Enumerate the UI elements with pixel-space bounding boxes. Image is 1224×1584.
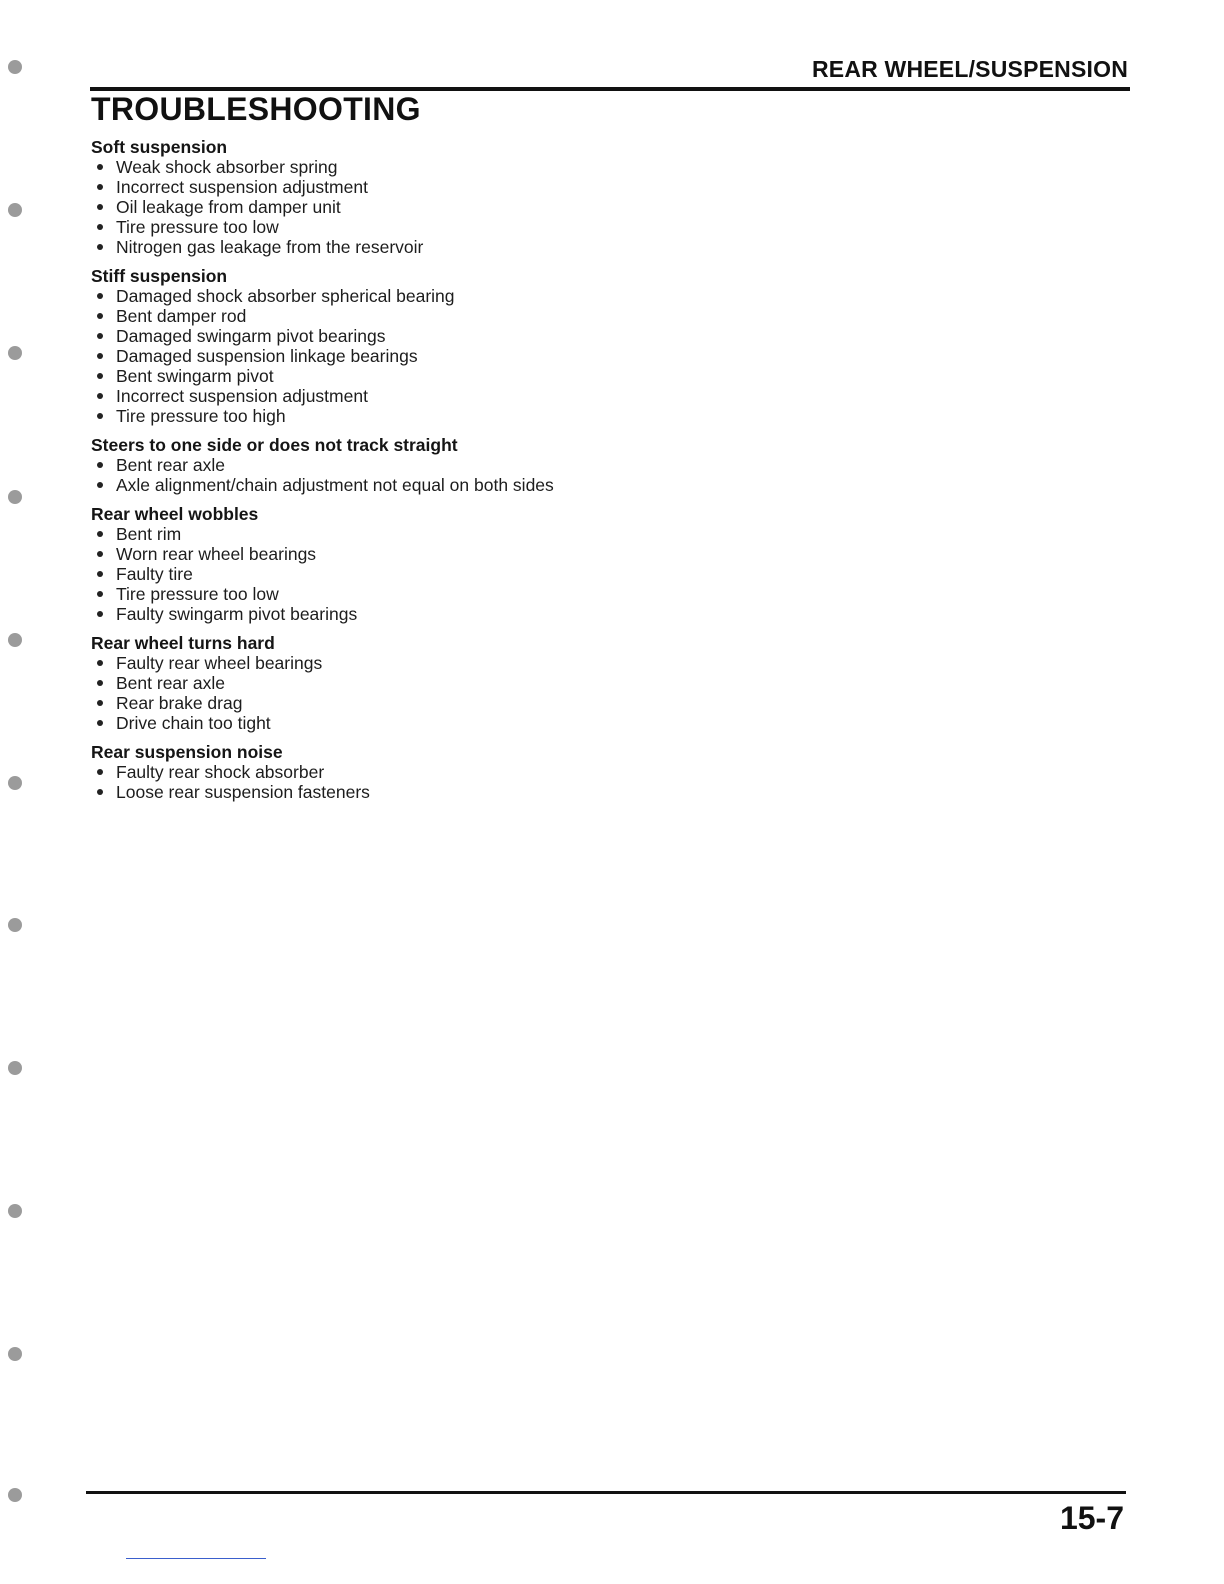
cause-item	[91, 157, 991, 177]
cause-text: Damaged suspension linkage bearings	[116, 346, 418, 366]
bullet-icon	[97, 720, 103, 726]
symptom-group	[91, 504, 991, 624]
punch-hole	[8, 60, 22, 74]
bullet-icon	[97, 353, 103, 359]
punch-hole	[8, 633, 22, 647]
troubleshooting-content	[91, 137, 991, 811]
bullet-icon	[97, 204, 103, 210]
bullet-icon	[97, 413, 103, 419]
cause-item	[91, 177, 991, 197]
bullet-icon	[97, 224, 103, 230]
punch-hole	[8, 1488, 22, 1502]
cause-item	[91, 455, 991, 475]
cause-text: Damaged swingarm pivot bearings	[116, 326, 386, 346]
punch-hole	[8, 1204, 22, 1218]
cause-text: Bent swingarm pivot	[116, 366, 274, 386]
cause-text: Faulty rear wheel bearings	[116, 653, 323, 673]
cause-item	[91, 346, 991, 366]
cause-item	[91, 326, 991, 346]
cause-text: Incorrect suspension adjustment	[116, 386, 368, 406]
cause-item	[91, 475, 991, 495]
bullet-icon	[97, 373, 103, 379]
punch-hole	[8, 203, 22, 217]
symptom-title: Soft suspension	[91, 137, 228, 157]
cause-text: Tire pressure too low	[116, 217, 279, 237]
cause-item	[91, 713, 991, 733]
footer-divider	[86, 1491, 1126, 1494]
cause-text: Faulty tire	[116, 564, 193, 584]
cause-item	[91, 584, 991, 604]
bullet-icon	[97, 591, 103, 597]
symptom-group	[91, 435, 991, 495]
bullet-icon	[97, 789, 103, 795]
cause-text: Faulty swingarm pivot bearings	[116, 604, 358, 624]
symptom-title: Rear wheel wobbles	[91, 504, 259, 524]
cause-list	[91, 653, 991, 733]
cause-list	[91, 762, 991, 802]
bullet-icon	[97, 571, 103, 577]
cause-item	[91, 217, 991, 237]
cause-item	[91, 673, 991, 693]
symptom-group	[91, 266, 991, 426]
symptom-group	[91, 633, 991, 733]
cause-list	[91, 286, 991, 426]
bullet-icon	[97, 482, 103, 488]
punch-hole	[8, 776, 22, 790]
cause-text: Nitrogen gas leakage from the reservoir	[116, 237, 424, 257]
bullet-icon	[97, 531, 103, 537]
cause-text: Drive chain too tight	[116, 713, 271, 733]
cause-list	[91, 455, 991, 495]
page-title: TROUBLESHOOTING	[91, 91, 421, 127]
symptom-title: Steers to one side or does not track straight	[91, 435, 458, 455]
cause-text: Tire pressure too high	[116, 406, 286, 426]
symptom-title: Rear suspension noise	[91, 742, 283, 762]
bullet-icon	[97, 393, 103, 399]
bullet-icon	[97, 164, 103, 170]
cause-item	[91, 693, 991, 713]
section-title: REAR WHEEL/SUSPENSION	[811, 56, 1128, 82]
symptom-title: Stiff suspension	[91, 266, 228, 286]
bullet-icon	[97, 313, 103, 319]
punch-hole	[8, 490, 22, 504]
bullet-icon	[97, 680, 103, 686]
cause-item	[91, 386, 991, 406]
cause-text: Incorrect suspension adjustment	[116, 177, 368, 197]
cause-text: Rear brake drag	[116, 693, 243, 713]
bullet-icon	[97, 184, 103, 190]
cause-list	[91, 524, 991, 624]
bullet-icon	[97, 333, 103, 339]
page-number: 15-7	[1059, 1500, 1124, 1536]
cause-item	[91, 564, 991, 584]
cause-text: Faulty rear shock absorber	[116, 762, 325, 782]
symptom-title: Rear wheel turns hard	[91, 633, 275, 653]
symptom-group	[91, 137, 991, 257]
cause-text: Worn rear wheel bearings	[116, 544, 317, 564]
bullet-icon	[97, 293, 103, 299]
cause-item	[91, 762, 991, 782]
cause-text: Bent rear axle	[116, 673, 225, 693]
cause-text: Axle alignment/chain adjustment not equal on both sides	[116, 475, 554, 495]
cause-text: Bent damper rod	[116, 306, 247, 326]
symptom-group	[91, 742, 991, 802]
cause-text: Oil leakage from damper unit	[116, 197, 341, 217]
cause-item	[91, 524, 991, 544]
cause-item	[91, 782, 991, 802]
cause-text: Bent rim	[116, 524, 182, 544]
cause-item	[91, 653, 991, 673]
punch-hole	[8, 1061, 22, 1075]
cause-item	[91, 544, 991, 564]
cause-item	[91, 406, 991, 426]
bullet-icon	[97, 551, 103, 557]
cause-item	[91, 604, 991, 624]
cause-item	[91, 197, 991, 217]
scan-artifact-line	[126, 1558, 266, 1559]
cause-text: Tire pressure too low	[116, 584, 279, 604]
bullet-icon	[97, 462, 103, 468]
cause-text: Loose rear suspension fasteners	[116, 782, 370, 802]
cause-list	[91, 157, 991, 257]
cause-item	[91, 306, 991, 326]
cause-text: Weak shock absorber spring	[116, 157, 338, 177]
punch-hole	[8, 346, 22, 360]
cause-item	[91, 286, 991, 306]
cause-text: Damaged shock absorber spherical bearing	[116, 286, 455, 306]
bullet-icon	[97, 769, 103, 775]
punch-hole	[8, 918, 22, 932]
punch-hole	[8, 1347, 22, 1361]
bullet-icon	[97, 700, 103, 706]
bullet-icon	[97, 660, 103, 666]
bullet-icon	[97, 244, 103, 250]
cause-item	[91, 366, 991, 386]
bullet-icon	[97, 611, 103, 617]
cause-item	[91, 237, 991, 257]
cause-text: Bent rear axle	[116, 455, 225, 475]
